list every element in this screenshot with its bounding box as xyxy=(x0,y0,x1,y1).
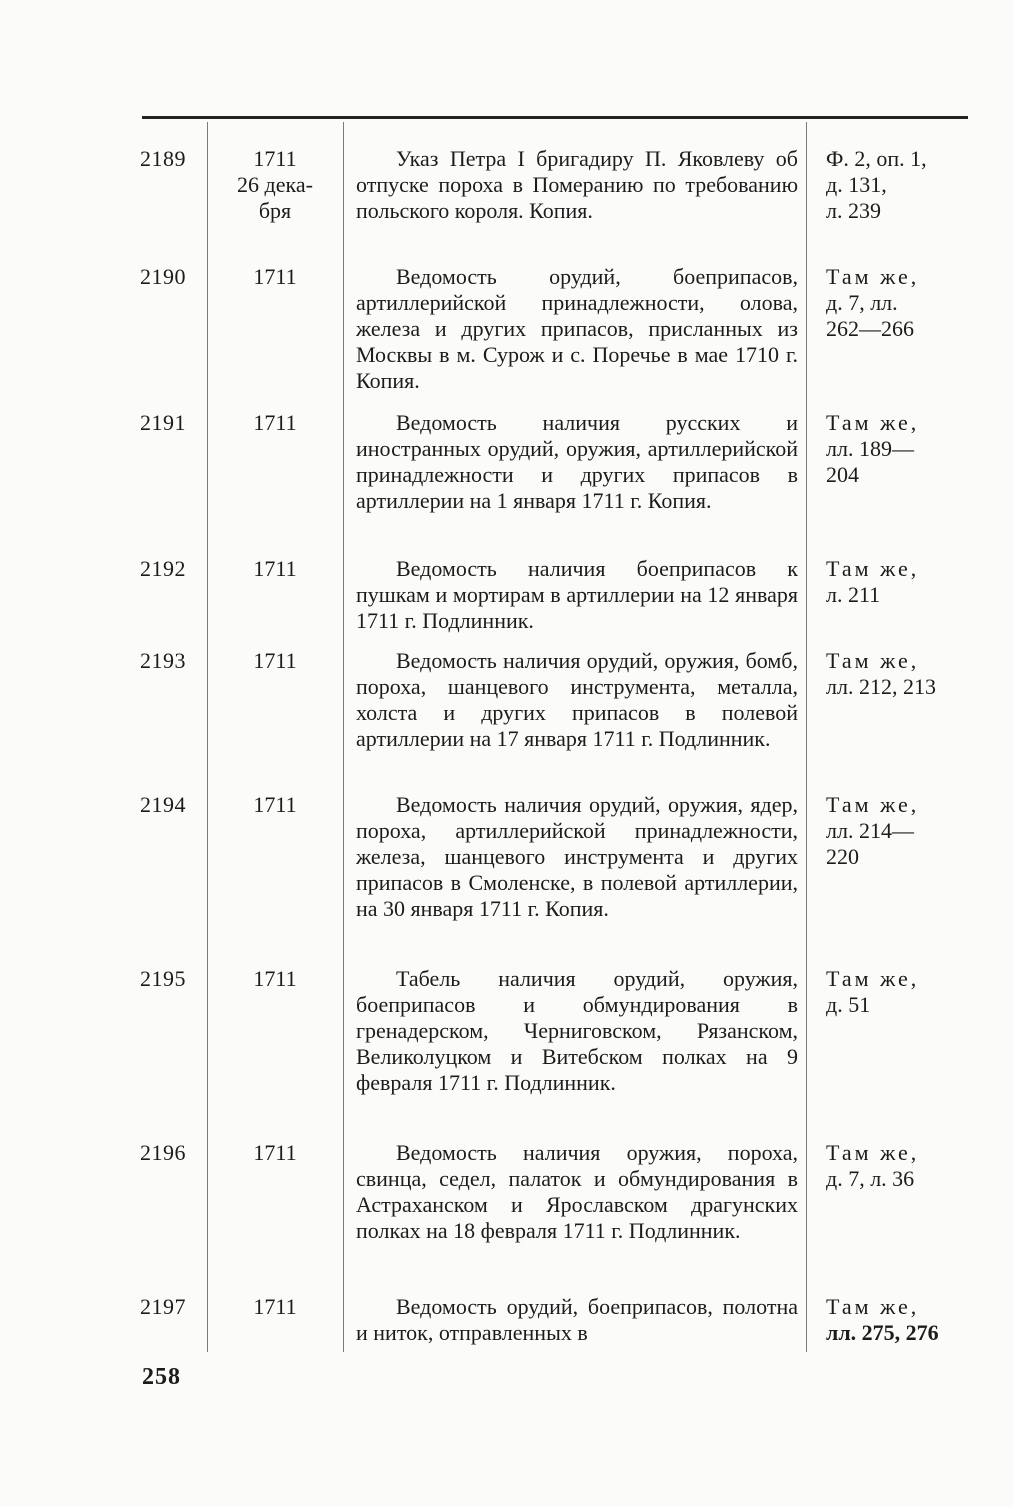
entry-number: 2191 xyxy=(140,410,186,435)
reference-title: Там же, xyxy=(826,1294,920,1319)
reference-detail: лл. 189— 204 xyxy=(826,436,914,487)
reference-title: Там же, xyxy=(826,1140,920,1165)
reference-detail: лл. 275, 276 xyxy=(826,1320,939,1345)
entry-description: Ведомость наличия боеприпасов к пушкам и мортирам в артиллерии на 12 января 1711 г. Подлинник. xyxy=(356,556,798,633)
entry-number: 2196 xyxy=(140,1140,186,1165)
entry-description: Указ Петра I бригадиру П. Яковлеву об отпуске пороха в Померанию по требованию польского короля. Копия. xyxy=(356,146,798,223)
archive-reference xyxy=(826,410,986,488)
entry-description: Ведомость орудий, боеприпасов, артиллерийской принадлежности, олова, железа и других припасов, присланных из Москвы в м. Сурож и с. Поречье в мае 1710 г. Копия. xyxy=(356,264,798,393)
entry-description: Ведомость наличия орудий, оружия, бомб, пороха, шанцевого инструмента, металла, холста и других припасов в полевой артиллерии на 17 января 1711 г. Подлинник. xyxy=(356,648,798,751)
entry-date: 1711 26 дека- бря xyxy=(237,146,313,223)
reference-title: Там же, xyxy=(826,792,920,817)
reference-title: Там же, xyxy=(826,264,920,289)
archive-reference xyxy=(826,264,986,342)
reference-title: Там же, xyxy=(826,556,920,581)
entry-number: 2189 xyxy=(140,146,186,171)
entry-number: 2194 xyxy=(140,792,186,817)
archive-reference xyxy=(826,1294,986,1346)
archive-reference xyxy=(826,792,986,870)
entry-date: 1711 xyxy=(253,410,297,435)
entry-number: 2192 xyxy=(140,556,186,581)
entry-description: Ведомость наличия русских и иностранных орудий, оружия, артиллерийской принадлежности и других припасов в артиллерии на 1 января 1711 г. Копия. xyxy=(356,410,798,513)
column-divider xyxy=(207,122,208,1352)
column-divider xyxy=(343,122,344,1352)
reference-title: Там же, xyxy=(826,966,920,991)
entry-description: Ведомость орудий, боеприпасов, полотна и ниток, отправленных в xyxy=(356,1294,798,1345)
reference-detail: д. 131, л. 239 xyxy=(826,172,887,223)
entry-date: 1711 xyxy=(253,966,297,991)
reference-detail: лл. 214— 220 xyxy=(826,818,914,869)
entry-date: 1711 xyxy=(253,1294,297,1319)
page-number: 258 xyxy=(142,1364,181,1390)
column-divider xyxy=(806,122,807,1352)
entry-description: Ведомость наличия оружия, пороха, свинца, седел, палаток и обмундирования в Астраханском и Ярославском драгунских полках на 18 февраля 1711 г. Подлинник. xyxy=(356,1140,798,1243)
entry-number: 2193 xyxy=(140,648,186,673)
archive-reference xyxy=(826,648,986,700)
reference-detail: д. 51 xyxy=(826,992,871,1017)
entry-date: 1711 xyxy=(253,648,297,673)
entry-number: 2197 xyxy=(140,1294,186,1319)
entry-description: Табель наличия орудий, оружия, боеприпасов и обмундирования в гренадерском, Черниговском, Рязанском, Великолуцком и Витебском полках на 9 февраля 1711 г. Подлинник. xyxy=(356,966,798,1095)
reference-detail: д. 7, лл. 262—266 xyxy=(826,290,914,341)
archive-reference xyxy=(826,146,986,224)
entry-number: 2190 xyxy=(140,264,186,289)
entry-description: Ведомость наличия орудий, оружия, ядер, пороха, артиллерийской принадлежности, железа, шанцевого инструмента и других припасов в Смоленске, в полевой артиллерии, на 30 января 1711 г. Копия. xyxy=(356,792,798,921)
reference-title: Ф. 2, оп. 1, xyxy=(826,146,927,171)
archive-reference xyxy=(826,1140,986,1192)
entry-date: 1711 xyxy=(253,556,297,581)
reference-detail: л. 211 xyxy=(826,582,881,607)
entry-date: 1711 xyxy=(253,264,297,289)
reference-title: Там же, xyxy=(826,648,920,673)
archive-reference xyxy=(826,556,986,608)
reference-detail: лл. 212, 213 xyxy=(826,674,936,699)
entry-number: 2195 xyxy=(140,966,186,991)
reference-title: Там же, xyxy=(826,410,920,435)
archive-reference xyxy=(826,966,986,1018)
entry-date: 1711 xyxy=(253,792,297,817)
reference-detail: д. 7, л. 36 xyxy=(826,1166,915,1191)
top-rule xyxy=(142,116,968,119)
entry-date: 1711 xyxy=(253,1140,297,1165)
